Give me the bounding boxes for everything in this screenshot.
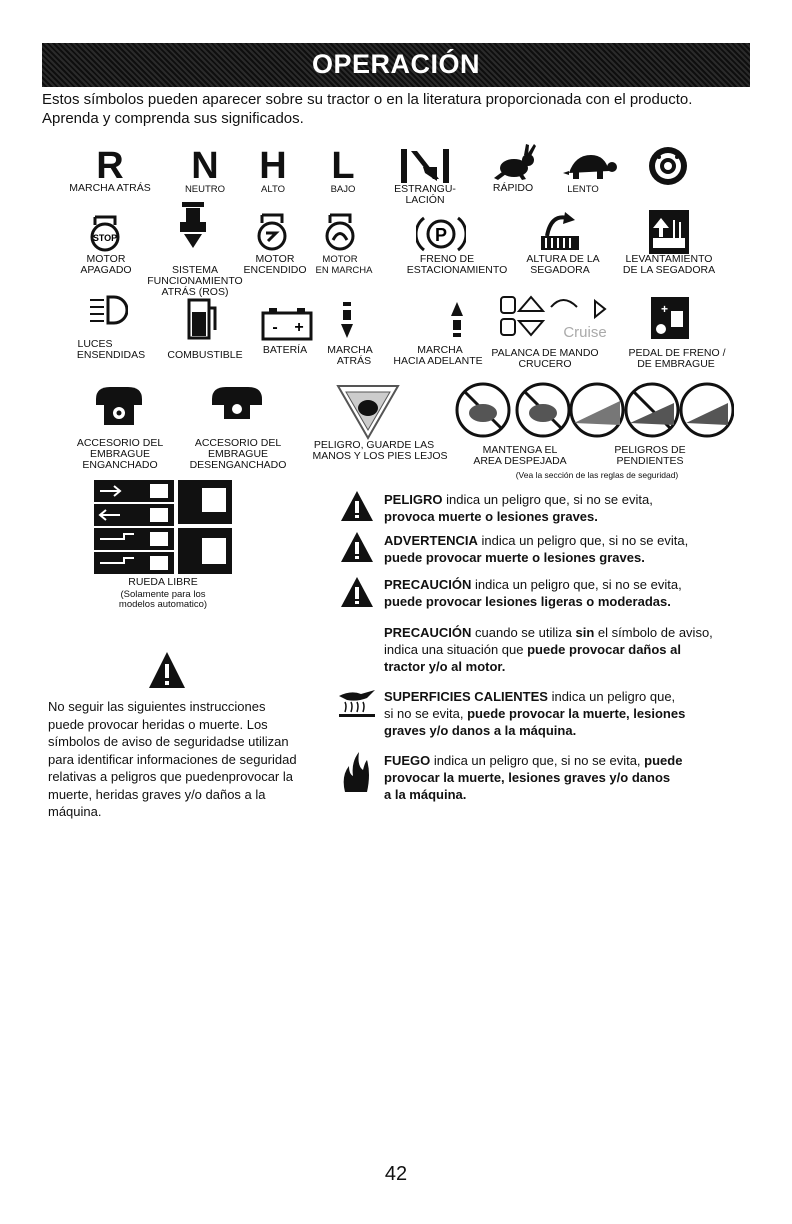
label-engine-stop-2: APAGADO — [80, 264, 132, 276]
label-choke-2: LACIÓN — [405, 194, 445, 206]
label-reverse-gear-2: ATRÁS — [336, 355, 372, 367]
label-engine-stop-1: MOTOR — [86, 253, 126, 265]
fire-definition: FUEGO indica un peligro que, si no se evita, puede provocar la muerte, lesiones graves y/o danos a la máquina. — [384, 753, 683, 802]
label-slope-1: PELIGROS DE — [614, 444, 686, 456]
label-lights-1: LUCES — [77, 338, 113, 350]
hot-surface-icon — [337, 688, 377, 720]
cruise-control-icon — [497, 293, 625, 341]
high-letter: H — [259, 145, 287, 187]
label-fast: RÁPIDO — [492, 182, 534, 194]
label-hands-2: MANOS Y LOS PIES LEJOS — [312, 450, 448, 462]
label-ros-3: ATRÁS (ROS) — [161, 286, 229, 298]
label-freewheel-note-1: (Solamente para los — [120, 589, 206, 600]
freewheel-icon — [94, 478, 232, 576]
left-warning-paragraph: No seguir las siguientes instrucciones puede provocar heridas o muerte. Los símbolos de aviso de seguridadse utilizan para identificar informaciones de seguridad relativas a peligros que puedenprovocar la muerte, heridas graves y/o daños a la máquina. — [48, 699, 297, 819]
safety-note: (Vea la sección de las reglas de seguridad) — [515, 470, 679, 480]
danger-definition: PELIGRO indica un peligro que, si no se evita, provoca muerte o lesiones graves. — [384, 492, 653, 524]
caution-no-symbol-definition: PRECAUCIÓN cuando se utiliza sin el símbolo de aviso, indica una situación que puede provocar daños al tractor y/o al motor. — [384, 625, 713, 674]
mower-lift-icon — [649, 210, 689, 254]
low-letter: L — [331, 145, 355, 187]
label-brake-pedal-1: PEDAL DE FRENO / — [628, 347, 726, 359]
engine-run-icon — [322, 211, 358, 253]
label-high: ALTO — [261, 184, 285, 195]
section-title: OPERACIÓN — [311, 49, 481, 79]
neutral-letter: N — [191, 145, 219, 187]
label-engine-run-2: EN MARCHA — [315, 265, 373, 276]
engine-stop-icon — [87, 213, 123, 253]
label-height-1: ALTURA DE LA — [526, 253, 600, 265]
brake-clutch-pedal-icon — [651, 297, 689, 339]
svg-text:STOP: STOP — [92, 233, 118, 243]
pto-disengaged-icon — [212, 385, 262, 421]
safety-alert-icon — [147, 650, 187, 690]
label-lights-2: ENSENDIDAS — [76, 349, 146, 361]
svg-text:+: + — [294, 319, 304, 336]
slope-hazard-icon — [568, 381, 734, 439]
label-forward-gear-1: MARCHA — [417, 344, 463, 356]
warning-triangle-icon — [340, 531, 374, 563]
label-brake-1: FRENO DE — [419, 253, 475, 265]
label-area-2: AREA DESPEJADA — [473, 455, 567, 467]
label-brake-pedal-2: DE EMBRAGUE — [637, 358, 715, 370]
label-pto-on-2: EMBRAGUE — [89, 448, 151, 460]
danger-triangle-icon — [340, 490, 374, 522]
label-reverse: MARCHA ATRÁS — [69, 182, 151, 194]
svg-text:+: + — [661, 302, 669, 316]
label-neutral: NEUTRO — [184, 184, 226, 195]
reverse-gear-icon — [340, 300, 354, 340]
label-slope-2: PENDIENTES — [616, 455, 684, 467]
label-fuel: COMBUSTIBLE — [167, 349, 243, 361]
label-freewheel: RUEDA LIBRE — [128, 576, 198, 588]
label-reverse-gear-1: MARCHA — [327, 344, 373, 356]
label-engine-start-2: ENCENDIDO — [243, 264, 307, 276]
label-cruise-1: PALANCA DE MANDO — [491, 347, 599, 359]
lights-icon — [88, 291, 128, 329]
label-brake-2: ESTACIONAMIENTO — [406, 264, 508, 276]
label-pto-on-1: ACCESORIO DEL — [76, 437, 164, 449]
parking-brake-icon — [416, 212, 466, 256]
intro-paragraph: Estos símbolos pueden aparecer sobre su tractor o en la literatura proporcionada con el producto. Aprenda y comprenda sus significados. — [42, 91, 693, 127]
mower-height-icon — [535, 210, 585, 252]
label-lift-1: LEVANTAMIENTO — [625, 253, 713, 265]
caution-triangle-icon — [340, 576, 374, 608]
caution-definition: PRECAUCIÓN indica un peligro que, si no se evita, puede provocar lesiones ligeras o moderadas. — [384, 577, 682, 609]
page-number: 42 — [384, 1163, 408, 1185]
reverse-letter: R — [96, 145, 124, 187]
battery-icon — [261, 307, 313, 341]
label-battery: BATERÍA — [262, 344, 308, 356]
rabbit-icon — [494, 144, 540, 182]
label-freewheel-note-2: modelos automatico) — [118, 599, 208, 610]
choke-icon — [397, 147, 453, 185]
engine-start-icon — [254, 211, 290, 253]
label-choke-1: ESTRANGU- — [394, 183, 456, 195]
section-banner — [42, 43, 750, 87]
label-pto-on-3: ENGANCHADO — [82, 459, 158, 471]
label-low: BAJO — [330, 184, 356, 195]
label-area-1: MANTENGA EL — [482, 444, 558, 456]
fire-icon — [341, 752, 371, 794]
label-ros-1: SISTEMA — [171, 264, 219, 276]
svg-text:P: P — [434, 225, 448, 245]
pto-engaged-icon — [96, 385, 142, 431]
label-cruise-2: CRUCERO — [518, 358, 572, 370]
svg-text:-: - — [272, 319, 278, 336]
label-pto-off-3: DESENGANCHADO — [189, 459, 287, 471]
label-engine-run-1: MOTOR — [322, 254, 358, 265]
fuel-icon — [187, 298, 221, 340]
label-forward-gear-2: HACIA ADELANTE — [393, 355, 483, 367]
ros-system-icon — [178, 202, 208, 250]
hot-surface-definition: SUPERFICIES CALIENTES indica un peligro que, si no se evita, puede provocar la muerte, lesiones graves y/o danos a la máquina. — [384, 689, 686, 738]
label-pto-off-1: ACCESORIO DEL — [194, 437, 282, 449]
label-height-2: SEGADORA — [530, 264, 590, 276]
label-hands-1: PELIGRO, GUARDE LAS — [313, 439, 435, 451]
keep-area-clear-icon — [454, 381, 574, 439]
label-ros-2: FUNCIONAMIENTO — [147, 275, 243, 287]
label-slow: LENTO — [567, 184, 599, 195]
ignition-key-icon — [648, 146, 688, 186]
hands-feet-danger-icon — [336, 382, 400, 440]
turtle-icon — [563, 151, 617, 183]
warning-definition: ADVERTENCIA indica un peligro que, si no se evita, puede provocar muerte o lesiones graves. — [384, 533, 689, 565]
label-engine-start-1: MOTOR — [255, 253, 295, 265]
forward-gear-icon — [450, 300, 464, 340]
label-pto-off-2: EMBRAGUE — [207, 448, 269, 460]
label-lift-2: DE LA SEGADORA — [622, 264, 716, 276]
svg-text:Cruise: Cruise — [563, 324, 607, 341]
